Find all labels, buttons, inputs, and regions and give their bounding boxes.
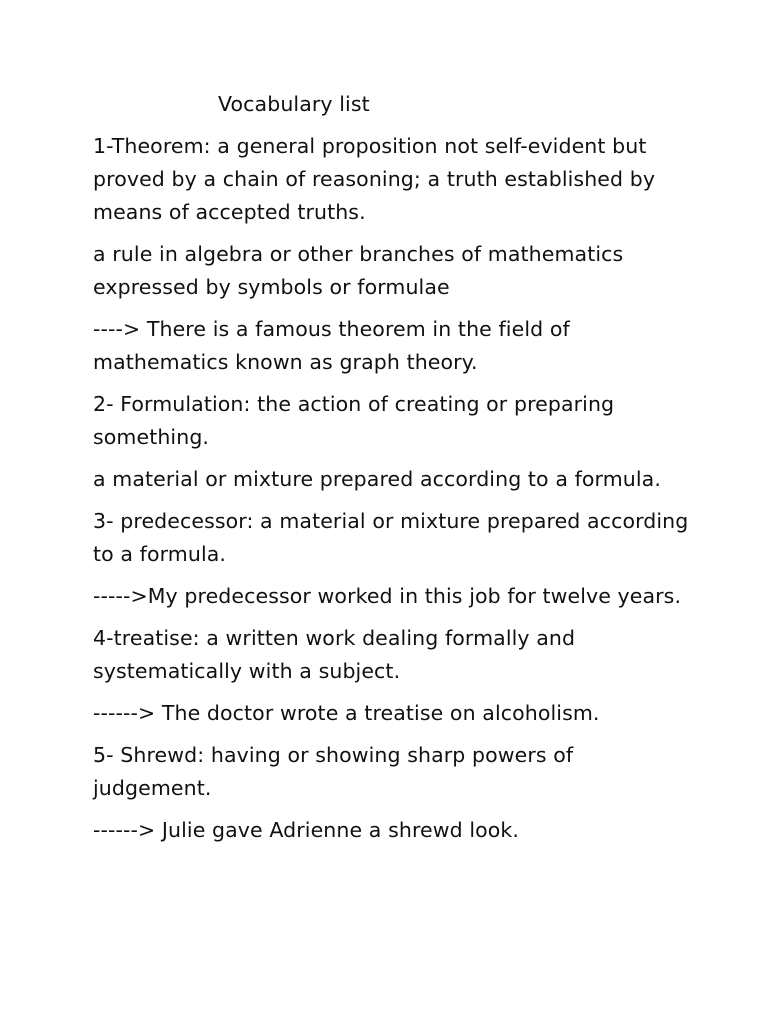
definition-shrewd: 5- Shrewd: having or showing sharp powers of judgement. — [93, 743, 574, 800]
definition-formulation-alt: a material or mixture prepared according to a formula. — [93, 467, 661, 491]
example-predecessor: ----->My predecessor worked in this job for twelve years. — [93, 584, 682, 608]
example-treatise: ------> The doctor wrote a treatise on alcoholism. — [93, 701, 600, 725]
example-theorem: ----> There is a famous theorem in the field of mathematics known as graph theory. — [93, 317, 570, 374]
definition-predecessor: 3- predecessor: a material or mixture prepared according to a formula. — [93, 509, 689, 566]
definition-theorem-alt: a rule in algebra or other branches of mathematics expressed by symbols or formulae — [93, 242, 624, 299]
document-body — [93, 88, 693, 856]
definition-theorem: 1-Theorem: a general proposition not self-evident but proved by a chain of reasoning; a truth established by means of accepted truths. — [93, 134, 656, 224]
definition-formulation: 2- Formulation: the action of creating or preparing something. — [93, 392, 615, 449]
example-shrewd: ------> Julie gave Adrienne a shrewd look. — [93, 818, 520, 842]
page-title: Vocabulary list — [218, 92, 370, 116]
definition-treatise: 4-treatise: a written work dealing formally and systematically with a subject. — [93, 626, 576, 683]
